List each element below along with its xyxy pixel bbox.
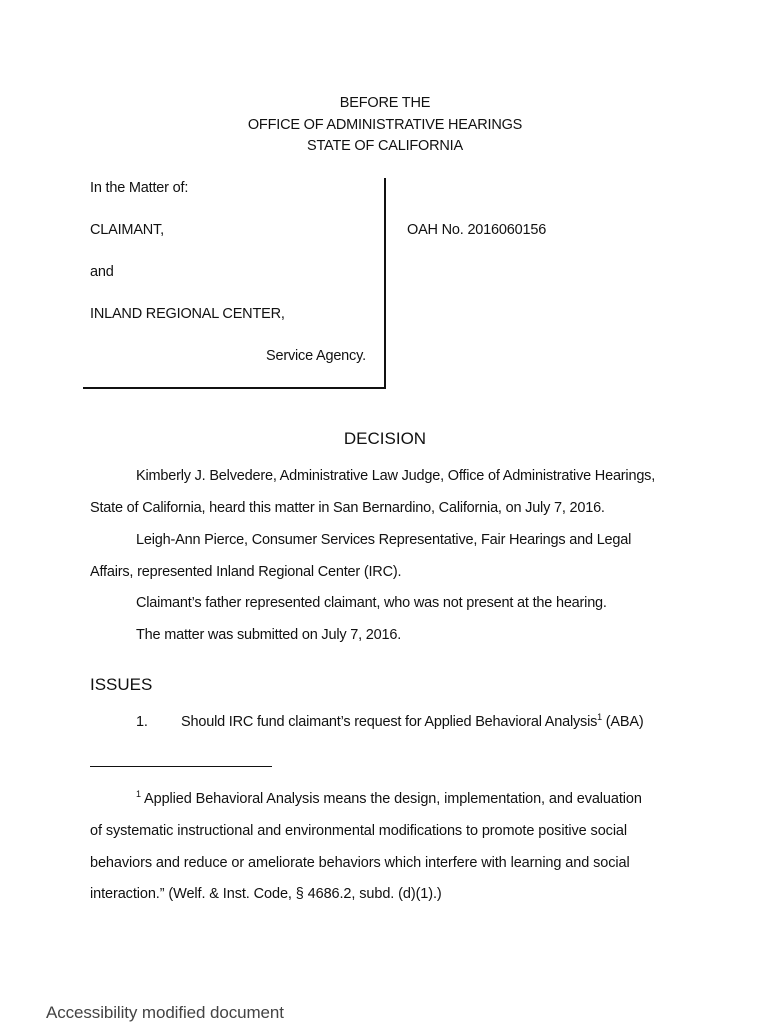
decision-paragraph-2-line-1: Leigh-Ann Pierce, Consumer Services Representative, Fair Hearings and Legal (136, 532, 632, 548)
footnote-line-1 (136, 791, 642, 807)
caption-in-matter-of: In the Matter of: (90, 180, 189, 196)
caption-divider-horizontal (83, 387, 386, 389)
caption-divider-vertical (384, 178, 386, 389)
header-line-state: STATE OF CALIFORNIA (307, 138, 463, 154)
footnote-marker: 1 (136, 789, 141, 800)
footnote-line-4: interaction.” (Welf. & Inst. Code, § 4686.2, subd. (d)(1).) (90, 886, 442, 902)
footnote-line-1-text: Applied Behavioral Analysis means the design, implementation, and evaluation (140, 791, 642, 807)
issue-item-text: Should IRC fund claimant’s request for Applied Behavioral Analysis (181, 714, 598, 730)
issue-item-number: 1. (136, 714, 148, 730)
footnote-line-3: behaviors and reduce or ameliorate behaviors which interfere with learning and social (90, 855, 630, 871)
caption-claimant: CLAIMANT, (90, 222, 164, 238)
decision-paragraph-2-line-2: Affairs, represented Inland Regional Center (IRC). (90, 564, 402, 580)
decision-paragraph-1-line-2: State of California, heard this matter in San Bernardino, California, on July 7, 2016. (90, 500, 605, 516)
footnote-line-2: of systematic instructional and environmental modifications to promote positive social (90, 823, 628, 839)
issues-title: ISSUES (90, 675, 153, 694)
header-line-before: BEFORE THE (339, 95, 431, 111)
caption-agency: INLAND REGIONAL CENTER, (90, 306, 285, 322)
accessibility-label: Accessibility modified document (46, 1003, 284, 1022)
header-line-office: OFFICE OF ADMINISTRATIVE HEARINGS (247, 117, 523, 133)
decision-paragraph-3: Claimant’s father represented claimant, who was not present at the hearing. (136, 595, 607, 611)
decision-paragraph-4: The matter was submitted on July 7, 2016. (136, 627, 402, 643)
footnote-reference[interactable]: 1 (597, 712, 602, 723)
footnote-separator (90, 766, 272, 767)
issue-item-suffix: (ABA) (601, 714, 644, 730)
decision-paragraph-1-line-1: Kimberly J. Belvedere, Administrative Law Judge, Office of Administrative Hearings, (136, 468, 656, 484)
decision-title: DECISION (343, 429, 427, 448)
case-number: OAH No. 2016060156 (407, 222, 547, 238)
caption-and: and (90, 264, 114, 280)
caption-agency-role: Service Agency. (266, 348, 366, 364)
issue-item-1 (181, 714, 643, 730)
